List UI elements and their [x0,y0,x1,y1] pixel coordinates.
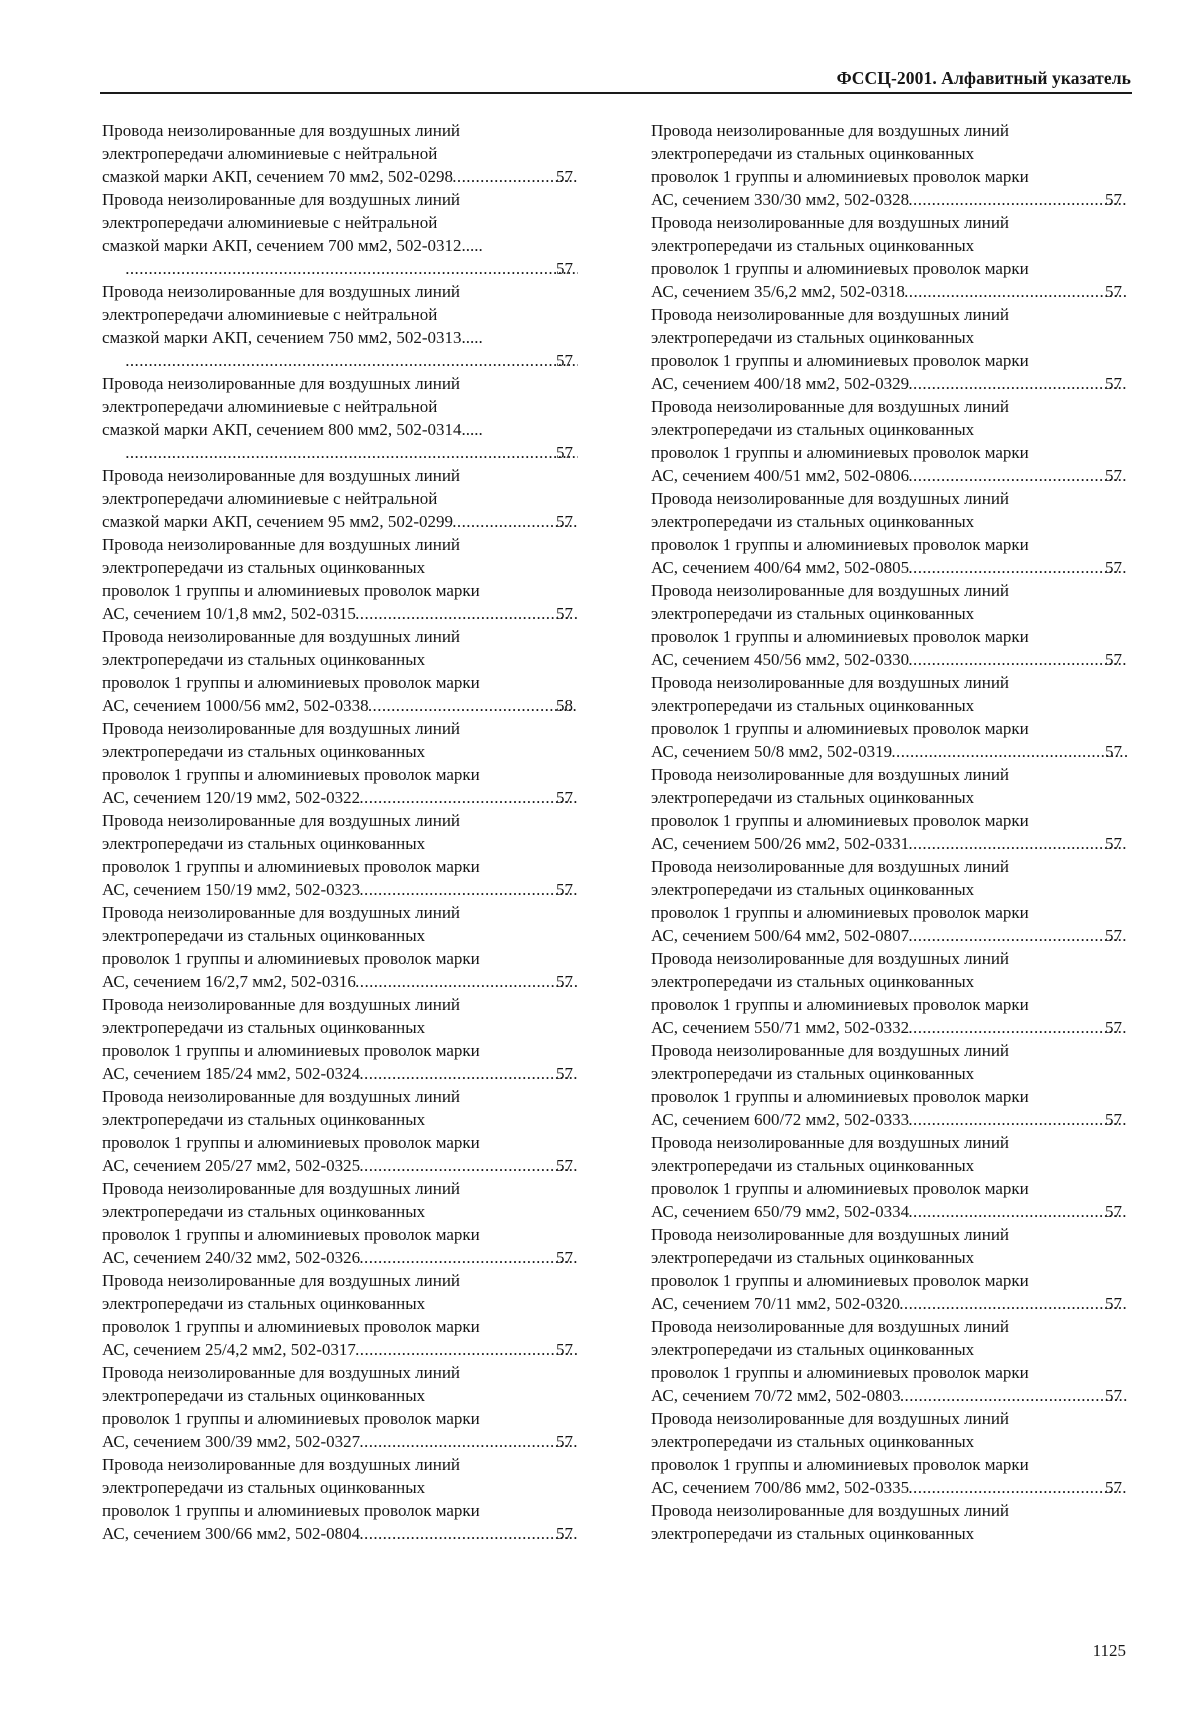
index-entry [102,1177,580,1269]
index-entry [102,1085,580,1177]
entry-text-line: проволок 1 группы и алюминиевых проволок марки [102,1041,480,1060]
entry-leader-line [102,602,580,625]
entry-text-line: электропередачи из стальных оцинкованных [651,788,975,807]
entry-text-line: смазкой марки АКП, сечением 800 мм2, 502-0314..... [102,420,483,439]
entry-text-line: проволок 1 группы и алюминиевых проволок марки [651,535,1029,554]
index-entry [651,1039,1129,1131]
entry-text-line: проволок 1 группы и алюминиевых проволок марки [651,1271,1029,1290]
index-entry [651,303,1129,395]
index-entry [102,372,580,464]
index-entry [651,579,1129,671]
entry-text-line: электропередачи алюминиевые с нейтральной [102,489,438,508]
dot-leader [360,1062,578,1085]
entry-page-number: 57 [556,1432,573,1451]
entry-text-line: Провода неизолированные для воздушных линий [102,190,461,209]
entry-text-line: Провода неизолированные для воздушных линий [651,949,1010,968]
entry-page-number: 57 [556,1524,573,1543]
dot-leader [356,970,578,993]
index-entry [651,1223,1129,1315]
entry-text-line: АС, сечением 150/19 мм2, 502-0323 [102,880,361,899]
index-entry [651,1407,1129,1499]
entry-text-line: Провода неизолированные для воздушных линий [651,397,1010,416]
entry-text-line: АС, сечением 500/26 мм2, 502-0331 [651,834,910,853]
entry-leader-line [102,1062,580,1085]
entry-text-line: Провода неизолированные для воздушных линий [651,765,1010,784]
entry-leader-line [651,280,1129,303]
entry-text-line: Провода неизолированные для воздушных линий [102,1087,461,1106]
page-number: 1125 [1092,1641,1126,1660]
entry-text-line: проволок 1 группы и алюминиевых проволок марки [102,857,480,876]
dot-leader [900,1292,1127,1315]
dot-leader [909,556,1127,579]
entry-leader-line [102,786,580,809]
index-entry [102,993,580,1085]
entry-text-line: АС, сечением 185/24 мм2, 502-0324 [102,1064,361,1083]
dot-leader [356,1338,578,1361]
entry-page-number: 57 [556,512,573,531]
entry-text-line: электропередачи из стальных оцинкованных [651,604,975,623]
entry-text-line: Провода неизолированные для воздушных линий [651,489,1010,508]
entry-text-line: Провода неизолированные для воздушных линий [102,374,461,393]
entry-leader-line [651,556,1129,579]
entry-leader-line [651,1200,1129,1223]
entry-text-line: смазкой марки АКП, сечением 700 мм2, 502-0312..... [102,236,483,255]
entry-page-number: 57 [1105,282,1122,301]
entry-text-line: Провода неизолированные для воздушных линий [102,811,461,830]
entry-text-line: проволок 1 группы и алюминиевых проволок марки [651,443,1029,462]
entry-text-line: Провода неизолированные для воздушных линий [651,581,1010,600]
entry-text-line: смазкой марки АКП, сечением 70 мм2, 502-0298 [102,167,454,186]
entry-text-line: электропередачи из стальных оцинкованных [651,420,975,439]
entry-page-number: 58 [556,696,573,715]
entry-text-line: электропередачи из стальных оцинкованных [651,328,975,347]
entry-text-line: проволок 1 группы и алюминиевых проволок марки [102,581,480,600]
index-entry [102,901,580,993]
entry-text-line: Провода неизолированные для воздушных линий [651,121,1010,140]
index-column-right [651,119,1129,1545]
entry-text-line: Провода неизолированные для воздушных линий [102,1455,461,1474]
dot-leader [909,464,1127,487]
header-rule [100,92,1132,94]
entry-text-line: Провода неизолированные для воздушных линий [102,466,461,485]
dot-leader [909,372,1127,395]
entry-text-line: Провода неизолированные для воздушных линий [651,213,1010,232]
entry-text-line: Провода неизолированные для воздушных линий [651,1501,1010,1520]
entry-leader-line [102,1246,580,1269]
entry-text-line: электропередачи из стальных оцинкованных [651,972,975,991]
entry-text-line: Провода неизолированные для воздушных линий [651,1041,1010,1060]
index-entry [102,1361,580,1453]
entry-text-line: АС, сечением 300/39 мм2, 502-0327 [102,1432,361,1451]
entry-page-number: 57 [1105,1110,1122,1129]
dot-leader [909,1016,1127,1039]
dot-leader [360,1522,578,1545]
entry-text-line: проволок 1 группы и алюминиевых проволок марки [102,765,480,784]
dot-leader [909,1108,1127,1131]
entry-page-number: 57 [556,880,573,899]
dot-leader [360,878,578,901]
dot-leader [360,786,578,809]
entry-text-line: Провода неизолированные для воздушных линий [102,995,461,1014]
dot-leader [892,740,1127,763]
entry-leader-line [651,1292,1129,1315]
entry-text-line: Провода неизолированные для воздушных линий [102,1271,461,1290]
index-entry [102,533,580,625]
running-header-title: ФССЦ-2001. Алфавитный указатель [836,68,1131,88]
entry-text-line: проволок 1 группы и алюминиевых проволок марки [651,719,1029,738]
entry-leader-line [651,1384,1129,1407]
entry-page-number: 57 [1105,374,1122,393]
entry-text-line: АС, сечением 600/72 мм2, 502-0333 [651,1110,910,1129]
entry-text-line: электропередачи из стальных оцинкованных [651,1156,975,1175]
entry-page-number: 57 [556,1248,573,1267]
entry-text-line: электропередачи из стальных оцинкованных [651,1432,975,1451]
entry-text-line: проволок 1 группы и алюминиевых проволок марки [651,811,1029,830]
dot-leader [126,441,578,464]
index-entry [651,395,1129,487]
entry-page-number: 57 [1105,466,1122,485]
entry-text-line: АС, сечением 330/30 мм2, 502-0328 [651,190,910,209]
entry-text-line: АС, сечением 70/72 мм2, 502-0803 [651,1386,901,1405]
entry-leader-line [651,1108,1129,1131]
entry-text-line: электропередачи из стальных оцинкованных [651,144,975,163]
entry-text-line: АС, сечением 1000/56 мм2, 502-0338 [102,696,369,715]
entry-text-line: Провода неизолированные для воздушных линий [651,1317,1010,1336]
entry-text-line: Провода неизолированные для воздушных линий [651,1409,1010,1428]
entry-text-line: проволок 1 группы и алюминиевых проволок марки [651,1363,1029,1382]
entry-page-number: 57 [1105,558,1122,577]
entry-text-line: АС, сечением 25/4,2 мм2, 502-0317 [102,1340,356,1359]
entry-text-line: проволок 1 группы и алюминиевых проволок марки [102,673,480,692]
dot-leader [905,280,1127,303]
entry-text-line: проволок 1 группы и алюминиевых проволок марки [102,949,480,968]
entry-text-line: АС, сечением 50/8 мм2, 502-0319 [651,742,893,761]
entry-text-line: проволок 1 группы и алюминиевых проволок марки [651,627,1029,646]
entry-text-line: АС, сечением 450/56 мм2, 502-0330 [651,650,910,669]
entry-text-line: электропередачи из стальных оцинкованных [651,1524,975,1543]
entry-text-line: Провода неизолированные для воздушных линий [102,535,461,554]
entry-text-line: проволок 1 группы и алюминиевых проволок марки [102,1133,480,1152]
index-entry [102,1453,580,1545]
entry-text-line: Провода неизолированные для воздушных линий [651,305,1010,324]
entry-page-number: 57 [556,972,573,991]
entry-text-line: Провода неизолированные для воздушных линий [102,282,461,301]
entry-text-line: электропередачи из стальных оцинкованных [651,880,975,899]
entry-text-line: смазкой марки АКП, сечением 750 мм2, 502-0313..... [102,328,483,347]
entry-text-line: проволок 1 группы и алюминиевых проволок марки [651,351,1029,370]
entry-page-number: 57 [556,1340,573,1359]
entry-text-line: проволок 1 группы и алюминиевых проволок марки [651,1455,1029,1474]
entry-text-line: электропередачи из стальных оцинкованных [102,558,426,577]
entry-leader-line [651,924,1129,947]
entry-leader-line [651,464,1129,487]
entry-text-line: электропередачи из стальных оцинкованных [102,742,426,761]
entry-text-line: Провода неизолированные для воздушных линий [102,627,461,646]
index-entry [651,211,1129,303]
dot-leader [909,648,1127,671]
entry-text-line: АС, сечением 300/66 мм2, 502-0804 [102,1524,361,1543]
entry-leader-line [126,349,580,372]
entry-text-line: электропередачи из стальных оцинкованных [102,926,426,945]
index-entry [102,188,580,280]
entry-text-line: АС, сечением 650/79 мм2, 502-0334 [651,1202,910,1221]
entry-text-line: Провода неизолированные для воздушных линий [102,903,461,922]
entry-leader-line [102,1430,580,1453]
dot-leader [360,1154,578,1177]
entry-text-line: электропередачи алюминиевые с нейтральной [102,213,438,232]
entry-text-line: АС, сечением 240/32 мм2, 502-0326 [102,1248,361,1267]
dot-leader [909,832,1127,855]
entry-text-line: электропередачи из стальных оцинкованных [651,1064,975,1083]
entry-text-line: АС, сечением 10/1,8 мм2, 502-0315 [102,604,356,623]
dot-leader [909,1476,1127,1499]
entry-text-line: АС, сечением 700/86 мм2, 502-0335 [651,1478,910,1497]
index-entry [651,119,1129,211]
dot-leader [909,1200,1127,1223]
entry-page-number: 57 [1105,190,1122,209]
entry-leader-line [102,694,580,717]
dot-leader [369,694,578,717]
index-entry [102,625,580,717]
entry-leader-line [102,1154,580,1177]
entry-text-line: проволок 1 группы и алюминиевых проволок марки [651,1087,1029,1106]
entry-text-line: АС, сечением 500/64 мм2, 502-0807 [651,926,910,945]
entry-text-line: электропередачи алюминиевые с нейтральной [102,397,438,416]
dot-leader [909,188,1127,211]
entry-text-line: электропередачи из стальных оцинкованных [102,1202,426,1221]
entry-page-number: 57 [1105,926,1122,945]
index-entry [651,763,1129,855]
entry-text-line: Провода неизолированные для воздушных линий [651,857,1010,876]
entry-page-number: 57 [1105,1478,1122,1497]
entry-text-line: проволок 1 группы и алюминиевых проволок марки [102,1409,480,1428]
dot-leader [126,257,578,280]
entry-leader-line [102,970,580,993]
entry-text-line: АС, сечением 400/64 мм2, 502-0805 [651,558,910,577]
index-entry [102,464,580,533]
entry-page-number: 57 [1105,834,1122,853]
entry-text-line: проволок 1 группы и алюминиевых проволок марки [651,167,1029,186]
dot-leader [901,1384,1127,1407]
entry-text-line: электропередачи из стальных оцинкованных [102,1110,426,1129]
entry-page-number: 57 [556,259,573,278]
index-entry [102,717,580,809]
entry-text-line: электропередачи из стальных оцинкованных [651,1340,975,1359]
entry-text-line: Провода неизолированные для воздушных линий [102,719,461,738]
entry-leader-line [651,188,1129,211]
entry-page-number: 57 [556,1156,573,1175]
entry-leader-line [102,878,580,901]
entry-page-number: 57 [556,788,573,807]
entry-text-line: АС, сечением 550/71 мм2, 502-0332 [651,1018,910,1037]
entry-text-line: электропередачи из стальных оцинкованных [102,1294,426,1313]
entry-leader-line [126,441,580,464]
entry-page-number: 57 [1105,1018,1122,1037]
entry-text-line: электропередачи из стальных оцинкованных [651,696,975,715]
dot-leader [126,349,578,372]
entry-leader-line [651,1016,1129,1039]
entry-page-number: 57 [1105,650,1122,669]
entry-text-line: электропередачи из стальных оцинкованных [102,1386,426,1405]
entry-page-number: 57 [1105,1202,1122,1221]
entry-text-line: Провода неизолированные для воздушных линий [651,1133,1010,1152]
entry-leader-line [651,1476,1129,1499]
entry-text-line: электропередачи из стальных оцинкованных [102,1478,426,1497]
entry-text-line: электропередачи из стальных оцинкованных [651,512,975,531]
dot-leader [909,924,1127,947]
index-entry [102,1269,580,1361]
index-entry [102,119,580,188]
entry-text-line: электропередачи из стальных оцинкованных [102,834,426,853]
entry-text-line: проволок 1 группы и алюминиевых проволок марки [102,1317,480,1336]
entry-text-line: электропередачи из стальных оцинкованных [102,650,426,669]
entry-leader-line [651,372,1129,395]
entry-leader-line [102,1338,580,1361]
entry-text-line: проволок 1 группы и алюминиевых проволок марки [651,903,1029,922]
index-entry [651,947,1129,1039]
entry-page-number: 57 [1105,1294,1122,1313]
entry-page-number: 57 [556,167,573,186]
entry-text-line: электропередачи алюминиевые с нейтральной [102,305,438,324]
entry-leader-line [651,740,1129,763]
entry-text-line: Провода неизолированные для воздушных линий [651,1225,1010,1244]
entry-text-line: АС, сечением 70/11 мм2, 502-0320 [651,1294,901,1313]
entry-text-line: проволок 1 группы и алюминиевых проволок марки [651,259,1029,278]
dot-leader [360,1246,578,1269]
index-entry [102,809,580,901]
entry-leader-line [651,648,1129,671]
index-entry [651,1131,1129,1223]
entry-text-line: АС, сечением 205/27 мм2, 502-0325 [102,1156,361,1175]
entry-text-line: проволок 1 группы и алюминиевых проволок марки [102,1501,480,1520]
index-entry [651,1499,1129,1545]
index-entry [651,487,1129,579]
dot-leader [356,602,578,625]
entry-page-number: 57 [1105,742,1122,761]
entry-page-number: 57 [556,604,573,623]
entry-text-line: АС, сечением 400/18 мм2, 502-0329 [651,374,910,393]
entry-text-line: АС, сечением 35/6,2 мм2, 502-0318 [651,282,905,301]
entry-page-number: 57 [556,443,573,462]
entry-text-line: Провода неизолированные для воздушных линий [651,673,1010,692]
index-entry [651,671,1129,763]
entry-text-line: проволок 1 группы и алюминиевых проволок марки [651,995,1029,1014]
entry-leader-line [102,165,580,188]
entry-page-number: 57 [556,351,573,370]
entry-text-line: электропередачи из стальных оцинкованных [651,1248,975,1267]
entry-text-line: Провода неизолированные для воздушных линий [102,121,461,140]
index-entry [651,855,1129,947]
entry-leader-line [102,1522,580,1545]
entry-leader-line [651,832,1129,855]
entry-text-line: Провода неизолированные для воздушных линий [102,1179,461,1198]
entry-text-line: проволок 1 группы и алюминиевых проволок марки [651,1179,1029,1198]
entry-text-line: АС, сечением 400/51 мм2, 502-0806 [651,466,910,485]
entry-leader-line [102,510,580,533]
index-column-left [102,119,580,1545]
entry-text-line: электропередачи из стальных оцинкованных [102,1018,426,1037]
entry-page-number: 57 [1105,1386,1122,1405]
entry-text-line: АС, сечением 120/19 мм2, 502-0322 [102,788,361,807]
entry-text-line: Провода неизолированные для воздушных линий [102,1363,461,1382]
entry-text-line: АС, сечением 16/2,7 мм2, 502-0316 [102,972,356,991]
entry-text-line: электропередачи алюминиевые с нейтральной [102,144,438,163]
entry-text-line: проволок 1 группы и алюминиевых проволок марки [102,1225,480,1244]
index-entry [102,280,580,372]
entry-text-line: электропередачи из стальных оцинкованных [651,236,975,255]
entry-page-number: 57 [556,1064,573,1083]
entry-leader-line [126,257,580,280]
index-entry [651,1315,1129,1407]
dot-leader [360,1430,578,1453]
entry-text-line: смазкой марки АКП, сечением 95 мм2, 502-0299 [102,512,454,531]
